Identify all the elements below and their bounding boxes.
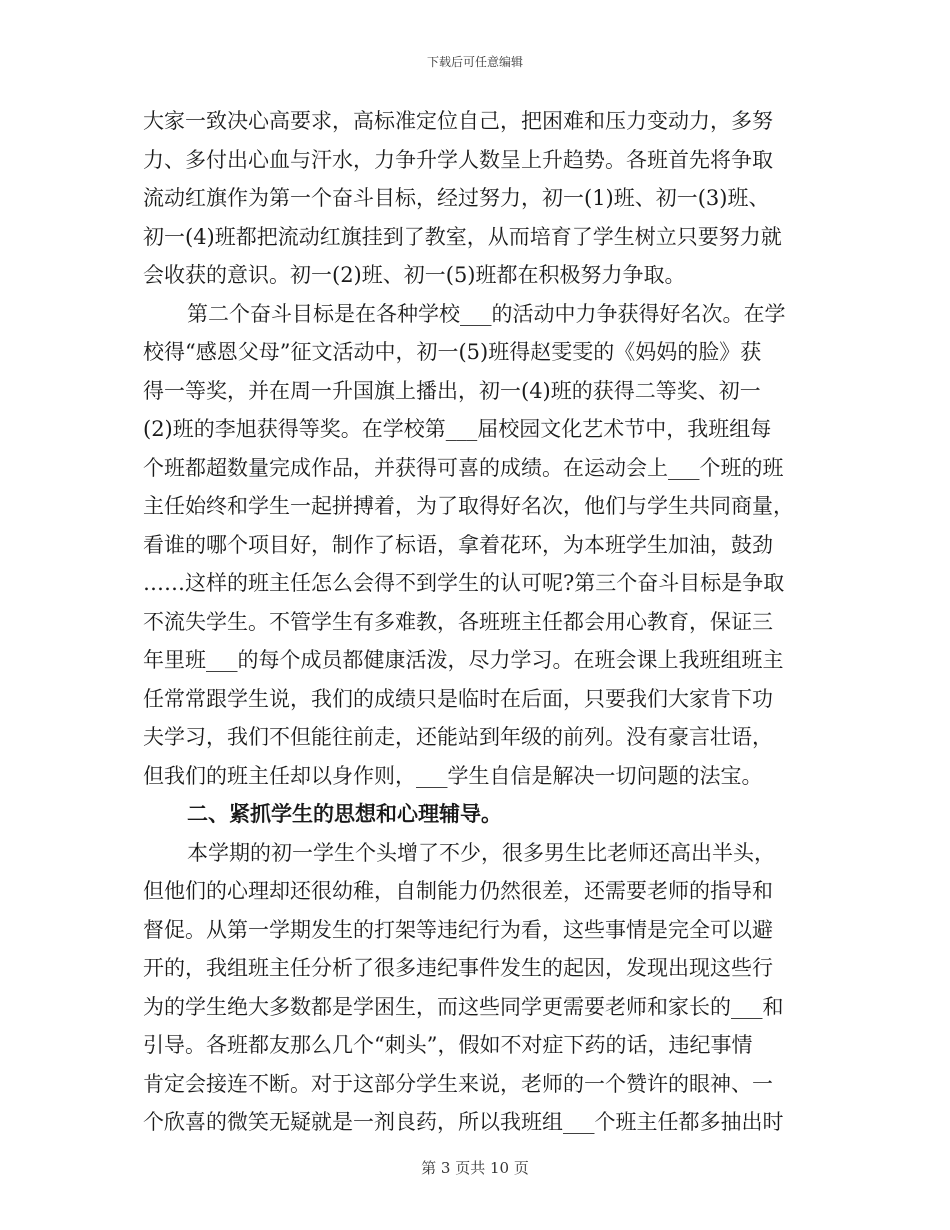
text-line: 督促。从第一学期发生的打架等违纪行为看，这些事情是完全可以避 bbox=[143, 917, 773, 942]
text-line: 第二个奋斗目标是在各种学校___的活动中力争获得好名次。在学 bbox=[187, 301, 786, 326]
page-header: 下载后可任意编辑 bbox=[426, 55, 523, 69]
text-line: 大家一致决心高要求，高标准定位自己，把困难和压力变动力，多努 bbox=[143, 109, 773, 133]
text-line: 初一(4)班都把流动红旗挂到了教室，从而培育了学生树立只要努力就 bbox=[143, 224, 782, 249]
text-line: 流动红旗作为第一个奋斗目标，经过努力，初一(1)班、初一(3)班、 bbox=[143, 186, 770, 210]
text-line: 但我们的班主任却以身作则，___学生自信是解决一切问题的法宝。 bbox=[143, 763, 763, 788]
text-line: 夫学习，我们不但能往前走，还能站到年级的前列。没有豪言壮语， bbox=[143, 725, 773, 749]
text-line: 个班都超数量完成作品，并获得可喜的成绩。在运动会上___个班的班 bbox=[143, 455, 784, 480]
text-line: 任常常跟学生说，我们的成绩只是临时在后面，只要我们大家肯下功 bbox=[143, 686, 773, 711]
section-heading: 二、紧抓学生的思想和心理辅导。 bbox=[187, 801, 502, 826]
text-line: 得一等奖，并在周一升国旗上播出，初一(4)班的获得二等奖、初一 bbox=[143, 378, 761, 403]
text-line: 主任始终和学生一起拼搏着，为了取得好名次，他们与学生共同商量， bbox=[143, 494, 794, 518]
text-line: 为的学生绝大多数都是学困生，而这些同学更需要老师和家长的___和 bbox=[143, 994, 784, 1019]
text-line: 开的，我组班主任分析了很多违纪事件发生的起因，发现出现这些行 bbox=[143, 956, 773, 980]
text-line: 不流失学生。不管学生有多难教，各班班主任都会用心教育，保证三 bbox=[143, 609, 773, 634]
text-line: 校得“感恩父母”征文活动中，初一(5)班得赵雯雯的《妈妈的脸》获 bbox=[143, 340, 762, 364]
text-line: 会收获的意识。初一(2)班、初一(5)班都在积极努力争取。 bbox=[143, 263, 686, 287]
text-line: ……这样的班主任怎么会得不到学生的认可呢?第三个奋斗目标是争取 bbox=[143, 571, 785, 595]
text-line: 力、多付出心血与汗水，力争升学人数呈上升趋势。各班首先将争取 bbox=[143, 147, 773, 172]
text-line: 看谁的哪个项目好，制作了标语，拿着花环，为本班学生加油，鼓劲 bbox=[143, 532, 773, 557]
document-body bbox=[143, 102, 807, 1142]
text-line: 但他们的心理却还很幼稚，自制能力仍然很差，还需要老师的指导和 bbox=[143, 879, 773, 903]
text-line: 个欣喜的微笑无疑就是一剂良药，所以我班组___个班主任都多抽出时 bbox=[143, 1110, 784, 1134]
text-line: 引导。各班都友那么几个“刺头”，假如不对症下药的话，违纪事情 bbox=[143, 1033, 753, 1057]
text-line: 年里班___的每个成员都健康活泼，尽力学习。在班会课上我班组班主 bbox=[143, 648, 784, 672]
page-footer: 第 3 页共 10 页 bbox=[421, 1159, 529, 1177]
text-line: 本学期的初一学生个头增了不少，很多男生比老师还高出半头， bbox=[187, 840, 775, 865]
text-line: (2)班的李旭获得等奖。在学校第___届校园文化艺术节中，我班组每 bbox=[143, 417, 772, 441]
text-line: 肯定会接连不断。对于这部分学生来说，老师的一个赞许的眼神、一 bbox=[143, 1071, 773, 1096]
